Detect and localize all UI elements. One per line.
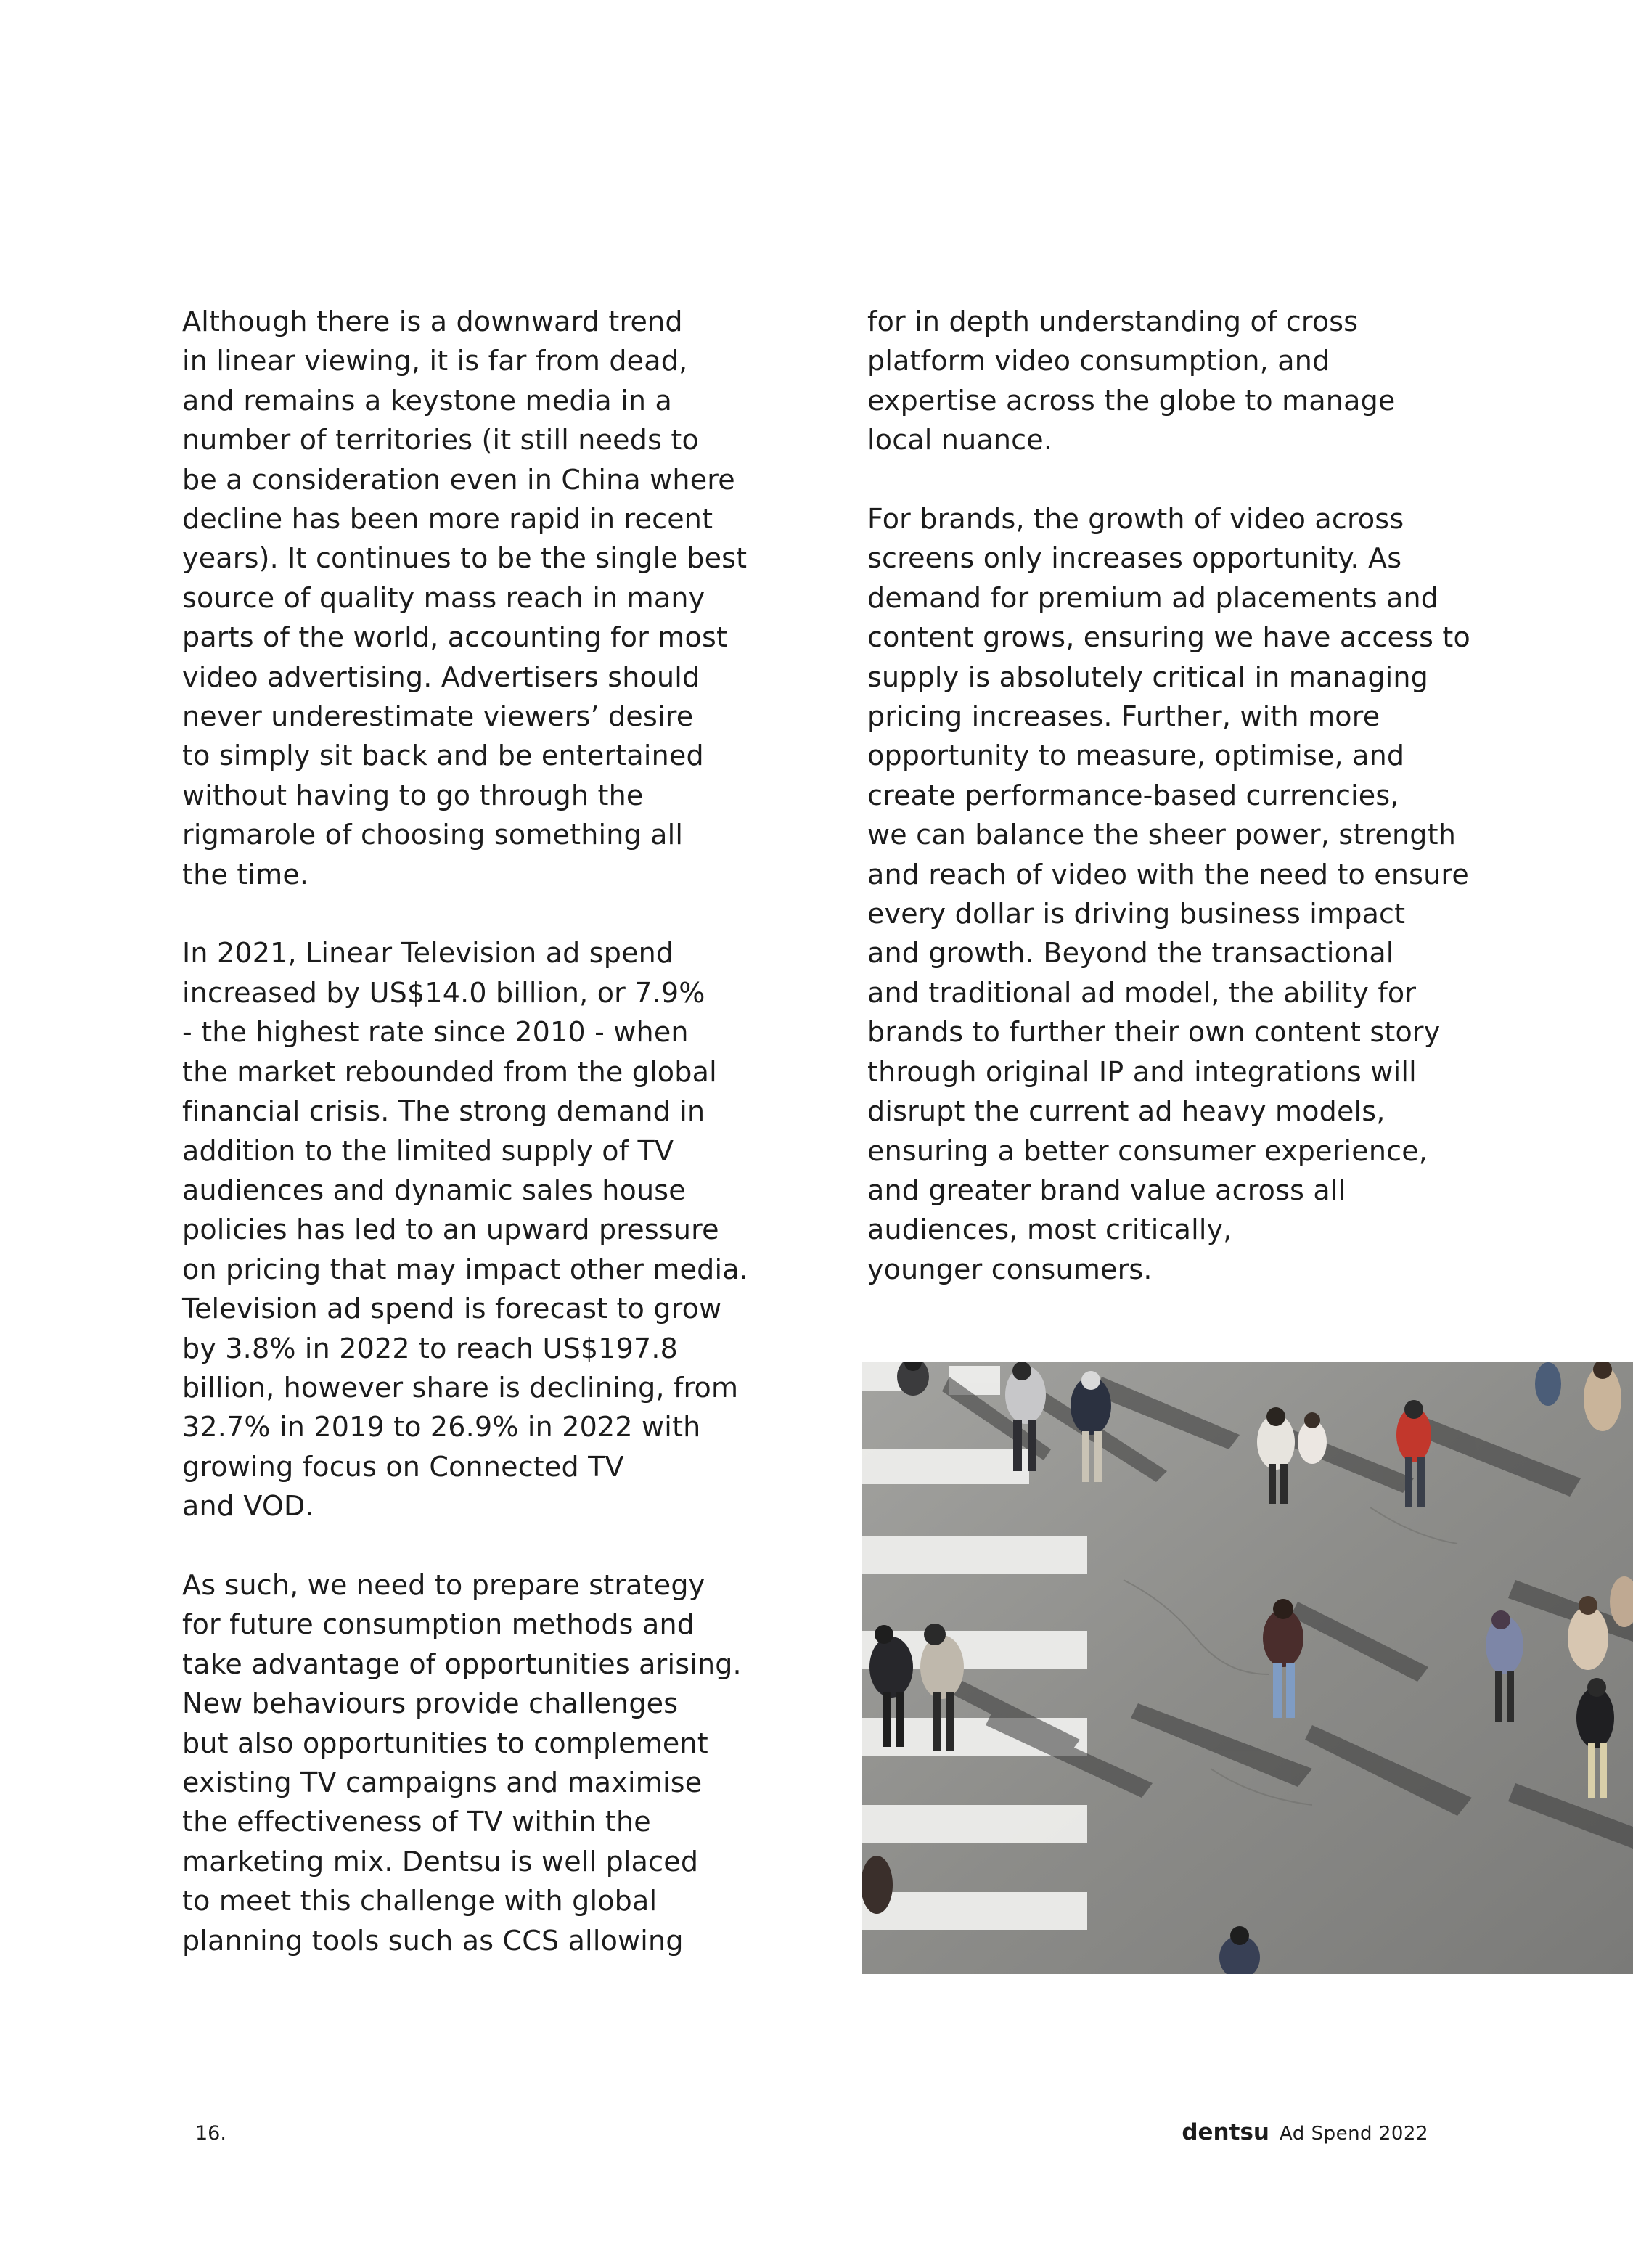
text-line: Television ad spend is forecast to grow — [182, 1293, 722, 1325]
text-line: screens only increases opportunity. As — [867, 542, 1402, 575]
text-line: ensuring a better consumer experience, — [867, 1134, 1428, 1167]
text-line: for future consumption methods and — [182, 1608, 695, 1641]
footer-brand — [1182, 2119, 1428, 2145]
text-line: marketing mix. Dentsu is well placed — [182, 1845, 699, 1878]
text-line: the time. — [182, 858, 309, 891]
text-line: 32.7% in 2019 to 26.9% in 2022 with — [182, 1411, 701, 1444]
text-line: parts of the world, accounting for most — [182, 621, 728, 654]
text-line: - the highest rate since 2010 - when — [182, 1016, 689, 1049]
text-line: to meet this challenge with global — [182, 1885, 658, 1917]
text-line: years). It continues to be the single best — [182, 542, 748, 575]
text-line: policies has led to an upward pressure — [182, 1213, 719, 1246]
publication-title: Ad Spend 2022 — [1279, 2123, 1428, 2145]
text-line: create performance-based currencies, — [867, 779, 1399, 811]
text-line: and greater brand value across all — [867, 1174, 1346, 1206]
paragraph-ad-spend-2021 — [182, 933, 763, 1526]
left-text-column — [182, 302, 763, 1999]
text-line: disrupt the current ad heavy models, — [867, 1095, 1386, 1128]
text-line: but also opportunities to complement — [182, 1727, 708, 1759]
text-line: As such, we need to prepare strategy — [182, 1568, 705, 1601]
text-line: existing TV campaigns and maximise — [182, 1766, 703, 1798]
text-line: every dollar is driving business impact — [867, 898, 1406, 930]
paragraph-brands — [867, 499, 1499, 1289]
text-line: In 2021, Linear Television ad spend — [182, 937, 674, 970]
text-line: younger consumers. — [867, 1253, 1153, 1285]
text-line: Although there is a downward trend — [182, 306, 683, 337]
text-line: increased by US$14.0 billion, or 7.9% — [182, 976, 705, 1009]
text-line: on pricing that may impact other media. — [182, 1253, 748, 1285]
pedestrian — [862, 1856, 893, 1914]
text-line: and growth. Beyond the transactional — [867, 937, 1394, 970]
text-line: and reach of video with the need to ensure — [867, 858, 1469, 891]
text-line: demand for premium ad placements and — [867, 581, 1439, 614]
text-line: financial crisis. The strong demand in — [182, 1095, 705, 1128]
text-line: the effectiveness of TV within the — [182, 1806, 651, 1838]
text-line: rigmarole of choosing something all — [182, 819, 684, 851]
text-line: number of territories (it still needs to — [182, 424, 699, 457]
text-line: source of quality mass reach in many — [182, 581, 705, 614]
paragraph-continuation — [867, 302, 1499, 460]
text-line: video advertising. Advertisers should — [182, 660, 700, 693]
text-line: planning tools such as CCS allowing — [182, 1924, 684, 1957]
text-line: audiences, most critically, — [867, 1213, 1232, 1246]
text-line: expertise across the globe to manage — [867, 384, 1396, 417]
text-line: New behaviours provide challenges — [182, 1687, 679, 1720]
page-number: 16. — [195, 2122, 226, 2145]
text-line: billion, however share is declining, from — [182, 1371, 739, 1404]
text-line: take advantage of opportunities arising. — [182, 1647, 742, 1680]
text-line: platform video consumption, and — [867, 345, 1330, 377]
text-line: we can balance the sheer power, strength — [867, 819, 1457, 851]
right-text-column — [867, 302, 1499, 1329]
text-line: pricing increases. Further, with more — [867, 700, 1380, 733]
text-line: through original IP and integrations will — [867, 1055, 1417, 1088]
text-line: by 3.8% in 2022 to reach US$197.8 — [182, 1332, 679, 1364]
pedestrian — [1535, 1362, 1561, 1406]
text-line: for in depth understanding of cross — [867, 306, 1359, 337]
text-line: and VOD. — [182, 1490, 314, 1523]
text-line: For brands, the growth of video across — [867, 503, 1404, 536]
text-line: and traditional ad model, the ability for — [867, 976, 1417, 1009]
text-line: be a consideration even in China where — [182, 463, 735, 496]
text-line: local nuance. — [867, 424, 1053, 457]
text-line: audiences and dynamic sales house — [182, 1174, 686, 1206]
text-line: never underestimate viewers’ desire — [182, 700, 694, 733]
crosswalk-pedestrians-image — [862, 1362, 1633, 1974]
paragraph-linear-viewing — [182, 302, 763, 894]
text-line: addition to the limited supply of TV — [182, 1134, 674, 1167]
text-line: and remains a keystone media in a — [182, 384, 672, 417]
text-line: opportunity to measure, optimise, and — [867, 740, 1405, 772]
dentsu-logo: dentsu — [1182, 2119, 1269, 2145]
text-line: growing focus on Connected TV — [182, 1450, 624, 1483]
text-line: supply is absolutely critical in managing — [867, 660, 1429, 693]
text-line: decline has been more rapid in recent — [182, 503, 713, 536]
text-line: to simply sit back and be entertained — [182, 740, 704, 772]
text-line: content grows, ensuring we have access to — [867, 621, 1470, 654]
text-line: in linear viewing, it is far from dead, — [182, 345, 688, 377]
paragraph-strategy — [182, 1565, 763, 1960]
text-line: brands to further their own content story — [867, 1016, 1441, 1049]
crosswalk-photo — [862, 1362, 1633, 1974]
text-line: without having to go through the — [182, 779, 644, 811]
text-line: the market rebounded from the global — [182, 1055, 717, 1088]
